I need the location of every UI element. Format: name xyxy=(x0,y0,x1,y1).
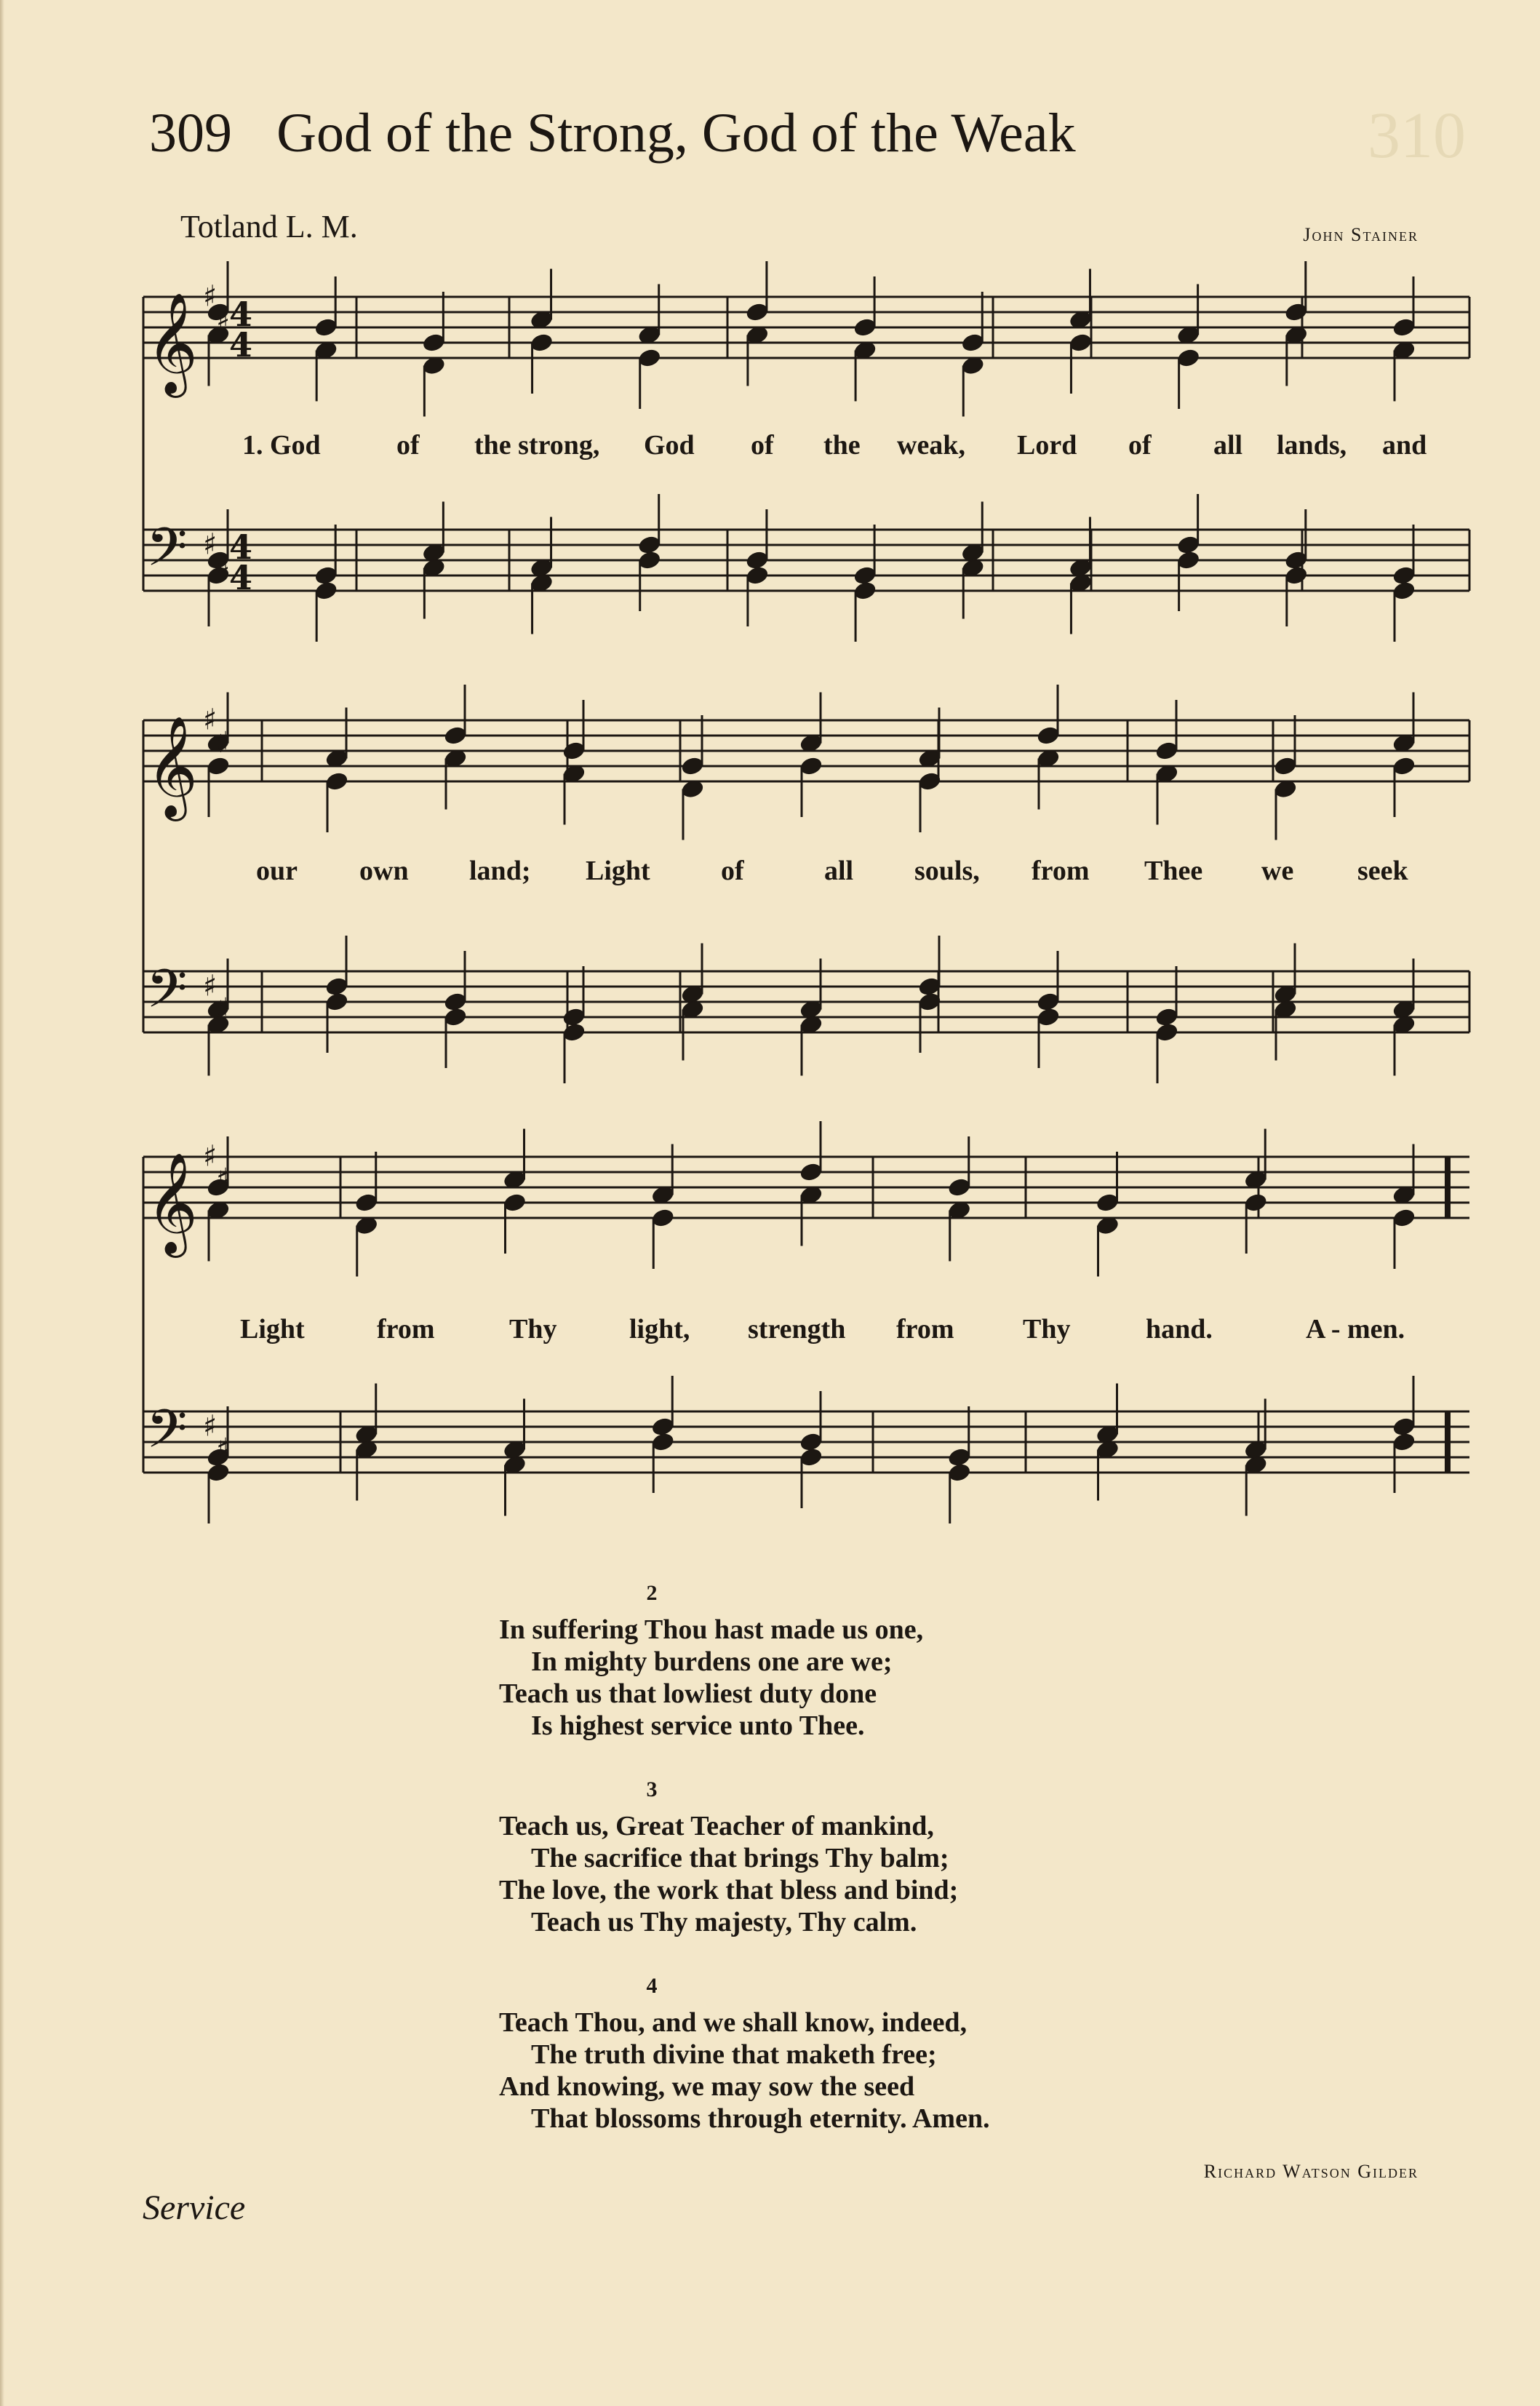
lyric-syllable: all xyxy=(1213,430,1243,461)
key-sharp: ♯ xyxy=(203,969,218,1003)
lyric-syllable: Light xyxy=(586,856,650,886)
key-sharp: ♯ xyxy=(216,551,231,585)
verse-line: Teach us Thy majesty, Thy calm. xyxy=(531,1907,917,1937)
key-sharp: ♯ xyxy=(216,1433,231,1467)
verse-2 xyxy=(499,1577,1154,1742)
lyric-syllable: light, xyxy=(629,1314,690,1345)
lyric-syllable: we xyxy=(1261,856,1294,886)
treble-clef: 𝄞 xyxy=(146,292,198,394)
time-signature-top: 4 xyxy=(229,295,253,334)
lyric-syllable: Thy xyxy=(509,1314,557,1345)
key-sharp: ♯ xyxy=(216,726,231,760)
bass-clef: 𝄢 xyxy=(146,957,188,1032)
verse-line: Teach us, Great Teacher of mankind, xyxy=(499,1811,934,1841)
lyric-syllable: from xyxy=(377,1314,435,1345)
verse-number: 4 xyxy=(646,1974,658,1998)
lyric-syllable: our xyxy=(256,856,298,886)
key-sharp: ♯ xyxy=(216,303,231,337)
lyric-syllable: Light xyxy=(240,1314,305,1345)
lyric-syllable: of xyxy=(1128,430,1152,461)
time-signature-bottom: 4 xyxy=(229,558,253,597)
key-sharp: ♯ xyxy=(203,703,218,737)
author-credit: Richard Watson Gilder xyxy=(1203,2161,1419,2182)
verse-line: The truth divine that maketh free; xyxy=(531,2039,937,2070)
verse-line: In suffering Thou hast made us one, xyxy=(499,1614,924,1645)
composer-credit: John Stainer xyxy=(1303,224,1419,245)
verse-line: In mighty burdens one are we; xyxy=(531,1646,893,1677)
lyric-syllable: strength xyxy=(748,1314,846,1345)
verse-3 xyxy=(499,1774,1154,1938)
lyric-syllable: Thee xyxy=(1144,856,1203,886)
key-sharp: ♯ xyxy=(203,527,218,562)
lyric-syllable: hand. xyxy=(1146,1314,1213,1345)
lyric-syllable: the strong, xyxy=(474,430,600,461)
key-sharp: ♯ xyxy=(216,1163,231,1197)
hymn-number: 309 xyxy=(149,103,232,164)
lyric-syllable: of xyxy=(396,430,420,461)
lyric-syllable: all xyxy=(824,856,854,886)
key-sharp: ♯ xyxy=(203,1139,218,1174)
treble-clef: 𝄞 xyxy=(146,1152,198,1254)
treble-clef: 𝄞 xyxy=(146,716,198,817)
lyric-syllable: Thy xyxy=(1023,1314,1071,1345)
lyric-syllable: of xyxy=(751,430,774,461)
verse-line: Teach us that lowliest duty done xyxy=(499,1678,877,1709)
lyric-syllable: lands, xyxy=(1277,430,1347,461)
lyric-syllable: A - men. xyxy=(1306,1314,1405,1345)
lyric-syllable: 1. God xyxy=(242,430,321,461)
lyric-syllable: Lord xyxy=(1017,430,1077,461)
tune-name: Totland L. M. xyxy=(180,209,358,244)
hymn-title: God of the Strong, God of the Weak xyxy=(276,103,1076,164)
lyric-syllable: land; xyxy=(469,856,531,886)
key-sharp: ♯ xyxy=(203,279,218,314)
verse-line: The love, the work that bless and bind; xyxy=(499,1875,959,1905)
verse-line: And knowing, we may sow the seed xyxy=(499,2071,915,2102)
additional-verses xyxy=(499,1577,1154,2135)
lyric-syllable: and xyxy=(1382,430,1427,461)
verse-number: 3 xyxy=(646,1777,658,1801)
lyric-syllable: own xyxy=(359,856,409,886)
lyric-syllable: the xyxy=(823,430,861,461)
lyric-syllable: God xyxy=(644,430,695,461)
section-label: Service xyxy=(143,2188,246,2227)
verse-line: Is highest service unto Thee. xyxy=(531,1710,865,1741)
verse-number: 2 xyxy=(646,1581,658,1605)
verse-line: Teach Thou, and we shall know, indeed, xyxy=(499,2007,968,2038)
bass-clef: 𝄢 xyxy=(146,1398,188,1473)
time-signature-bottom: 4 xyxy=(229,325,253,365)
lyric-syllable: weak, xyxy=(897,430,965,461)
lyric-syllable: souls, xyxy=(914,856,980,886)
verse-line: The sacrifice that brings Thy balm; xyxy=(531,1843,949,1873)
lyric-syllable: from xyxy=(896,1314,954,1345)
lyric-syllable: from xyxy=(1032,856,1090,886)
bass-clef: 𝄢 xyxy=(146,516,188,591)
verse-line: That blossoms through eternity. Amen. xyxy=(531,2103,990,2134)
verse-4 xyxy=(499,1970,1154,2135)
lyric-syllable: seek xyxy=(1357,856,1408,886)
key-sharp: ♯ xyxy=(216,992,231,1027)
key-sharp: ♯ xyxy=(203,1409,218,1443)
bleed-through-mark: 310 xyxy=(1368,100,1466,172)
lyric-syllable: of xyxy=(721,856,744,886)
time-signature-top: 4 xyxy=(229,527,253,567)
